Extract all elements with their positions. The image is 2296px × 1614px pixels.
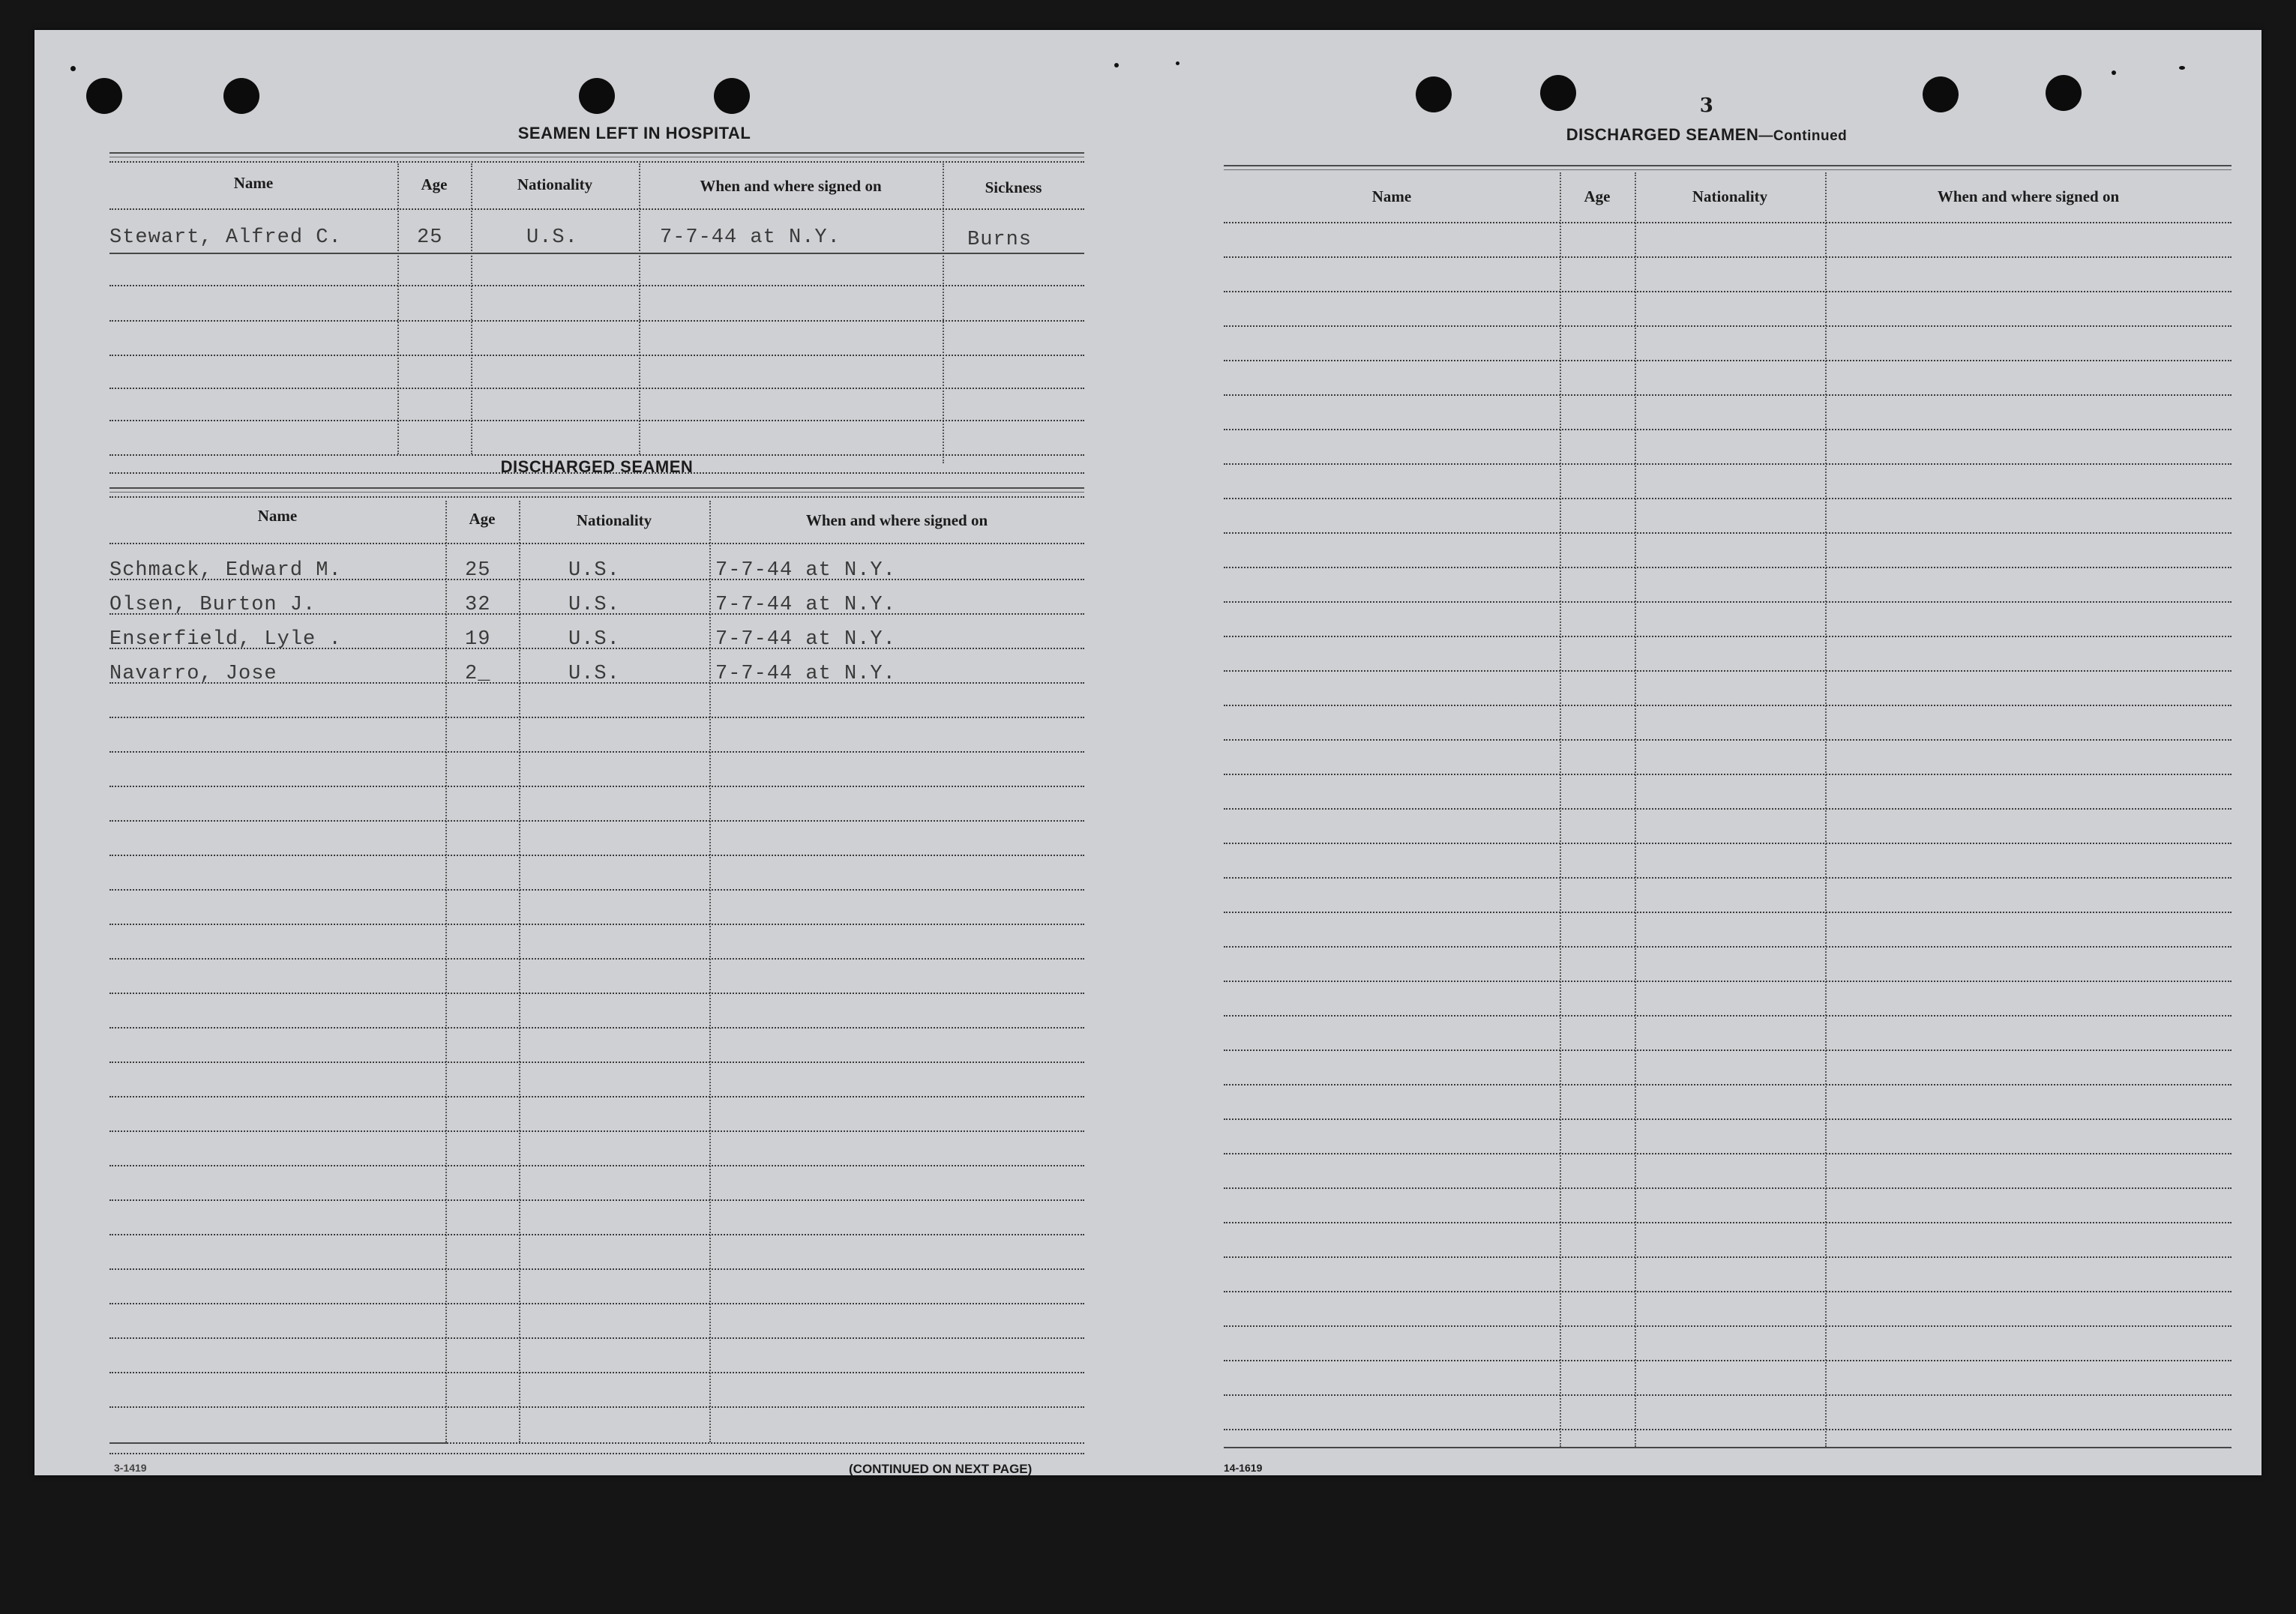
rule [1224, 1084, 2232, 1085]
discharged-continued-title-suffix: —Continued [1758, 128, 1848, 144]
discharged-section-title: DISCHARGED SEAMEN [500, 457, 694, 476]
rule [1224, 1222, 2232, 1223]
dust-speck [2179, 66, 2185, 70]
hospital-row-nationality: U.S. [526, 226, 578, 249]
rule [1224, 429, 2232, 430]
continued-header-nationality: Nationality [1692, 187, 1768, 205]
rule [1224, 946, 2232, 948]
rule [109, 1130, 1084, 1132]
rule [1224, 1394, 2232, 1396]
column-divider [1560, 172, 1561, 1447]
punch-hole [223, 78, 259, 114]
punch-hole [579, 78, 615, 114]
rule [109, 1372, 1084, 1373]
discharged-continued-title-main: DISCHARGED SEAMEN [1566, 125, 1759, 144]
discharged-header-age: Age [469, 510, 496, 528]
dust-speck [1114, 63, 1119, 67]
hospital-row-age: 25 [417, 226, 443, 249]
column-divider [1635, 172, 1636, 1447]
rule [109, 454, 1084, 456]
rule [1224, 1187, 2232, 1189]
rule [1224, 1325, 2232, 1327]
rule [1224, 360, 2232, 361]
column-divider [519, 501, 520, 1442]
rule [109, 1234, 1084, 1235]
discharged-row-signed-on: 7-7-44 at N.Y. [715, 628, 896, 651]
rule [1224, 843, 2232, 844]
rule [109, 751, 1084, 753]
rule [109, 420, 1084, 421]
rule [1224, 1153, 2232, 1154]
continued-header-age: Age [1584, 187, 1611, 205]
rule [1224, 774, 2232, 775]
rule [109, 820, 1084, 822]
rule [1224, 1015, 2232, 1017]
rule [1224, 394, 2232, 396]
rule [1224, 705, 2232, 706]
discharged-row-signed-on: 7-7-44 at N.Y. [715, 559, 896, 582]
rule [109, 855, 1084, 856]
hospital-row-sickness: Burns [967, 229, 1033, 251]
rule [109, 786, 1084, 787]
rule [1224, 498, 2232, 499]
continued-note: (CONTINUED ON NEXT PAGE) [849, 1462, 1033, 1476]
rule [1224, 1360, 2232, 1361]
rule [109, 543, 1084, 544]
rule [109, 1062, 1084, 1063]
rule [1224, 739, 2232, 741]
hospital-section-title: SEAMEN LEFT IN HOSPITAL [517, 124, 751, 142]
page-number: 3 [1699, 94, 1714, 117]
rule [109, 152, 1084, 157]
rule [109, 285, 1084, 286]
discharged-row-nationality: U.S. [568, 628, 620, 651]
rule [109, 889, 1084, 891]
rule [109, 253, 1084, 254]
hospital-header-sickness: Sickness [985, 178, 1042, 196]
rule [1224, 670, 2232, 672]
rule [1224, 1118, 2232, 1120]
punch-hole [714, 78, 750, 114]
hospital-header-nationality: Nationality [517, 175, 593, 193]
discharged-row-name: Enserfield, Lyle . [109, 628, 342, 651]
rule [1224, 912, 2232, 913]
rule [1224, 325, 2232, 327]
rule [109, 1268, 1084, 1270]
discharged-row-age: 2_ [465, 663, 491, 685]
hospital-header-signed-on: When and where signed on [700, 177, 882, 195]
punch-hole [1540, 75, 1576, 111]
rule [1224, 165, 2232, 170]
rule [109, 1337, 1084, 1339]
punch-hole [86, 78, 122, 114]
rule [109, 648, 1084, 649]
punch-hole [1923, 76, 1959, 112]
hospital-header-age: Age [421, 175, 448, 193]
rule [1224, 567, 2232, 568]
rule [1224, 291, 2232, 292]
rule [109, 487, 1084, 493]
column-divider [397, 163, 399, 454]
discharged-row-signed-on: 7-7-44 at N.Y. [715, 594, 896, 616]
discharged-row-nationality: U.S. [568, 594, 620, 616]
rule [1224, 463, 2232, 465]
dust-speck [2112, 70, 2116, 75]
rule [109, 924, 1084, 925]
rule [109, 1199, 1084, 1201]
rule [1224, 222, 2232, 223]
rule [1224, 532, 2232, 534]
rule [109, 388, 1084, 389]
rule [109, 958, 1084, 960]
rule [109, 161, 1084, 163]
rule [109, 1453, 1084, 1454]
continued-header-signed-on: When and where signed on [1937, 187, 2120, 205]
discharged-continued-title [1482, 125, 1932, 145]
dust-speck [70, 66, 76, 71]
rule [109, 496, 1084, 498]
continued-header-name: Name [1371, 187, 1412, 205]
discharged-header-signed-on: When and where signed on [805, 511, 988, 529]
punch-hole [1416, 76, 1452, 112]
discharged-header-nationality: Nationality [576, 511, 652, 529]
rule [109, 1406, 1084, 1408]
discharged-row-age: 25 [465, 559, 491, 582]
rule [109, 613, 1084, 615]
hospital-row-name: Stewart, Alfred C. [109, 226, 342, 249]
rule [109, 682, 1084, 684]
rule [447, 1442, 1084, 1444]
discharged-row-nationality: U.S. [568, 663, 620, 685]
rule [1224, 1291, 2232, 1292]
discharged-row-name: Navarro, Jose [109, 663, 277, 685]
discharged-header-name: Name [257, 507, 298, 525]
rule [1224, 1256, 2232, 1258]
column-divider [709, 501, 711, 1442]
column-divider [1825, 172, 1827, 1447]
rule [1224, 1447, 2232, 1448]
rule [1224, 981, 2232, 982]
rule [109, 208, 1084, 210]
discharged-row-age: 32 [465, 594, 491, 616]
rule [109, 1303, 1084, 1304]
rule [1224, 256, 2232, 258]
column-divider [639, 163, 640, 454]
column-divider [445, 501, 447, 1442]
form-number: 14-1619 [1224, 1462, 1263, 1474]
form-number: 3-1419 [114, 1462, 147, 1474]
rule [109, 717, 1084, 718]
rule [109, 1442, 447, 1444]
column-divider [471, 163, 472, 454]
rule [1224, 1429, 2232, 1430]
rule [1224, 1050, 2232, 1051]
rule [109, 355, 1084, 356]
punch-hole [2046, 75, 2082, 111]
rule [109, 993, 1084, 994]
discharged-row-age: 19 [465, 628, 491, 651]
discharged-row-name: Schmack, Edward M. [109, 559, 342, 582]
dust-speck [1176, 61, 1179, 65]
rule [109, 1165, 1084, 1166]
rule [109, 579, 1084, 580]
rule [109, 1096, 1084, 1097]
discharged-row-signed-on: 7-7-44 at N.Y. [715, 663, 896, 685]
rule [1224, 808, 2232, 810]
discharged-row-name: Olsen, Burton J. [109, 594, 316, 616]
rule [1224, 636, 2232, 637]
rule [1224, 601, 2232, 603]
hospital-header-name: Name [233, 174, 274, 192]
rule [1224, 877, 2232, 879]
document-sheet [34, 30, 2262, 1475]
rule [109, 320, 1084, 322]
rule [109, 1027, 1084, 1029]
hospital-row-signed-on: 7-7-44 at N.Y. [660, 226, 841, 249]
discharged-row-nationality: U.S. [568, 559, 620, 582]
